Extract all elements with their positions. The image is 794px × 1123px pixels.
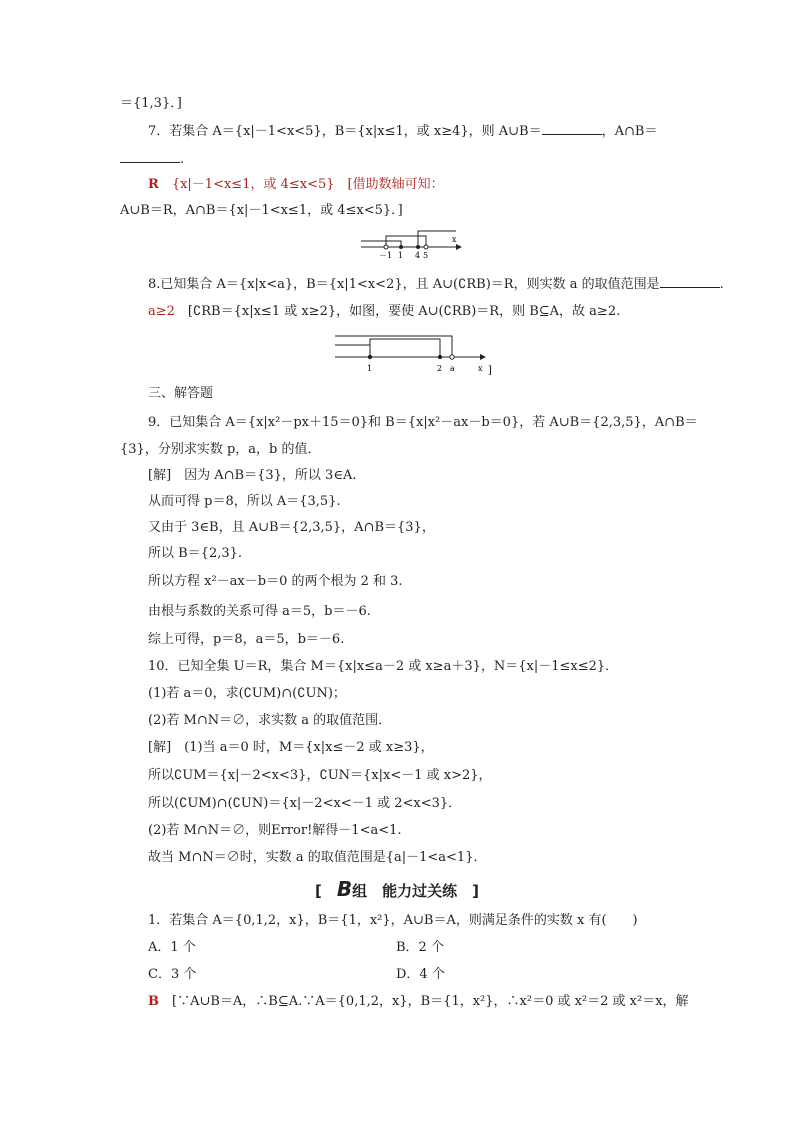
option-b: B．2 个 [396,940,444,955]
option-a: A．1 个 [148,940,196,955]
text-line: ＝{1,3}．] [120,96,182,111]
solution-line: (2)若 M∩N＝∅，则Error!解得－1<a<1. [148,823,402,838]
tick-label: 5 [423,251,429,260]
answer-1: B [∵A∪B＝A，∴B⊆A.∵A＝{0,1,2，x}，B＝{1，x²}，∴x²＝0 或 x²＝2 或 x²＝x，解 [148,994,689,1009]
solution-line: 从而可得 p＝8，所以 A＝{3,5}. [148,494,341,509]
solution-line: 所以(∁UM)∩(∁UN)＝{x|－2<x<－1 或 2<x<3}． [148,796,462,811]
number-line-figure-1 [356,226,466,260]
section-heading: 三、解答题 [148,386,214,401]
tick-label: 1 [367,364,373,373]
tick-label: 4 [415,251,421,260]
question-9: 9．已知集合 A＝{x|x²－px＋15＝0}和 B＝{x|x²－ax－b＝0}，若 A∪B＝{2,3,5}，A∩B＝ [148,415,698,430]
question-8: 8.已知集合 A＝{x|x<a}，B＝{x|1<x<2}，且 A∪(∁RB)＝R，则实数 a 的取值范围是 . [148,277,724,292]
solution-line: [解] (1)当 a＝0 时，M＝{x|x≤－2 或 x≥3}， [148,740,434,755]
solution-line: 所以 B＝{2,3}. [148,546,243,561]
solution-line: 故当 M∩N＝∅时，实数 a 的取值范围是{a|－1<a<1}． [148,850,487,865]
solution-line: [解] 因为 A∩B＝{3}，所以 3∈A. [148,468,357,483]
tick-label: a [450,364,455,373]
question-10-part1: (1)若 a＝0，求(∁UM)∩(∁UN)； [148,686,346,701]
question-10: 10．已知全集 U＝R，集合 M＝{x|x≤a－2 或 x≥a＋3}，N＝{x|－1≤x≤2}． [148,659,619,674]
solution-line: 所以方程 x²－ax－b＝0 的两个根为 2 和 3. [148,574,403,589]
tick-label: x [478,364,483,373]
solution-line: 综上可得，p＝8，a＝5，b＝－6. [148,632,345,647]
tick-label: x [452,235,457,244]
number-line-figure-2 [330,333,500,375]
option-c: C．3 个 [148,967,197,982]
tick-label: 1 [398,251,404,260]
solution-line: 所以∁UM＝{x|－2<x<3}，∁UN＝{x|x<－1 或 x>2}， [148,768,492,783]
svg-text:]: ] [488,365,492,375]
question-9-cont: {3}，分别求实数 p，a，b 的值． [120,442,321,457]
group-header: [ B组 能力过关练 ] [315,877,479,901]
answer-8: a≥2 [∁RB＝{x|x≤1 或 x≥2}，如图，要使 A∪(∁RB)＝R，则 B⊆A，故 a≥2. [148,304,621,319]
answer-blank: . [120,150,184,170]
tick-label: －1 [379,251,393,260]
answer-7-cont: A∪B＝R，A∩B＝{x|－1<x≤1，或 4≤x<5}．] [120,203,403,218]
problem-1: 1．若集合 A＝{0,1,2，x}，B＝{1，x²}，A∪B＝A，则满足条件的实数 x 有( ) [148,913,638,928]
solution-line: 又由于 3∈B，且 A∪B＝{2,3,5}，A∩B＝{3}， [148,520,435,535]
option-d: D．4 个 [396,967,445,982]
tick-label: 2 [437,364,443,373]
question-10-part2: (2)若 M∩N＝∅，求实数 a 的取值范围． [148,713,392,728]
question-7: 7．若集合 A＝{x|－1<x<5}，B＝{x|x≤1，或 x≥4}，则 A∪B＝ ，A∩B＝ [148,124,658,139]
solution-line: 由根与系数的关系可得 a＝5，b＝－6. [148,604,371,619]
answer-7: R {x|－1<x≤1，或 4≤x<5} [借助数轴可知： [148,177,444,192]
